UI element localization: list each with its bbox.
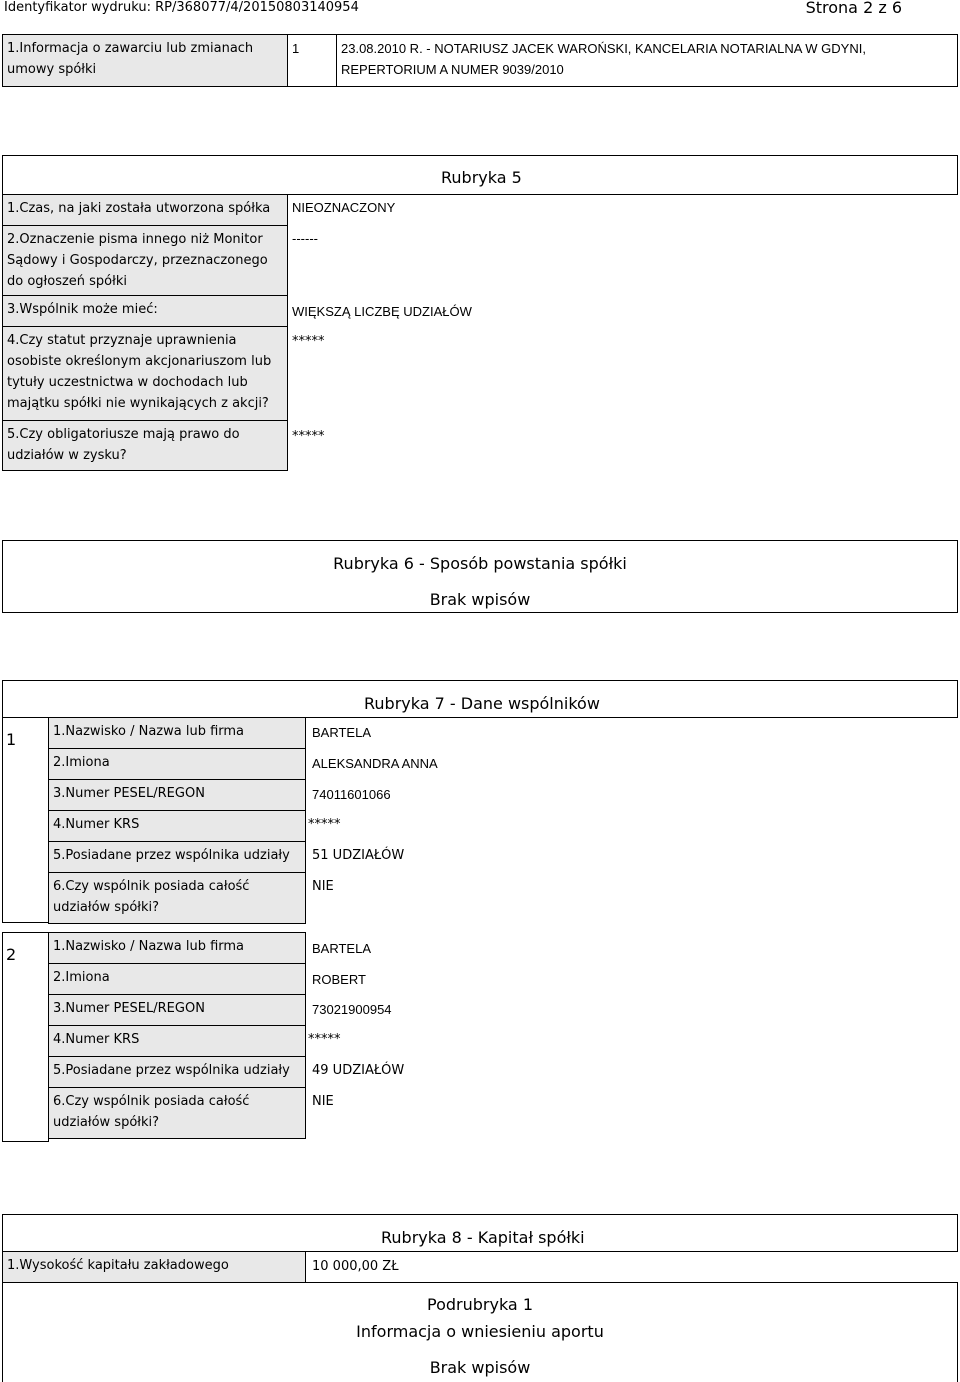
r5-label-4: 4.Czy statut przyznaje uprawnienia osobiste określonym akcjonariuszom lub tytuły uczestnictwa w dochodach lub majątku spółki nie wynikających z akcji?: [3, 327, 288, 421]
p2-value-4: *****: [308, 1032, 341, 1047]
rubryka8-title: Rubryka 8 - Kapitał spółki: [381, 1228, 585, 1247]
podrubryka-title: Podrubryka 1: [427, 1295, 533, 1314]
p1-label-4: 4.Numer KRS: [49, 811, 306, 842]
p2-label-1: 1.Nazwisko / Nazwa lub firma: [49, 933, 306, 964]
p2-value-5: 49 UDZIAŁÓW: [312, 1063, 405, 1078]
info-table: [2, 34, 958, 87]
rubryka8-header: [2, 1214, 958, 1252]
r5-value-2: ------: [292, 231, 318, 246]
p1-value-1: BARTELA: [312, 725, 372, 740]
p1-label-6: 6.Czy wspólnik posiada całość udziałów spółki?: [49, 873, 306, 924]
r5-label-2: 2.Oznaczenie pisma innego niż Monitor Sądowy i Gospodarczy, przeznaczonego do ogłoszeń spółki: [3, 226, 288, 296]
r5-label-5: 5.Czy obligatoriusze mają prawo do udziałów w zysku?: [3, 421, 288, 471]
r5-label-3: 3.Wspólnik może mieć:: [3, 296, 288, 327]
rubryka7-header: [2, 680, 958, 718]
p1-label-2: 2.Imiona: [49, 749, 306, 780]
partner-1-number-cell: [2, 717, 49, 923]
r5-value-1: NIEOZNACZONY: [292, 200, 396, 215]
p2-value-6: NIE: [312, 1094, 334, 1109]
r8-value: 10 000,00 ZŁ: [312, 1259, 399, 1274]
print-identifier: Identyfikator wydruku: RP/368077/4/20150803140954: [4, 0, 359, 15]
rubryka5-table: [2, 194, 288, 471]
p1-value-3: 74011601066: [312, 787, 391, 802]
info-label: 1.Informacja o zawarciu lub zmianach umowy spółki: [3, 35, 288, 87]
p2-label-6: 6.Czy wspólnik posiada całość udziałów spółki?: [49, 1088, 306, 1139]
p2-label-4: 4.Numer KRS: [49, 1026, 306, 1057]
p1-value-5: 51 UDZIAŁÓW: [312, 848, 405, 863]
r5-label-1: 1.Czas, na jaki została utworzona spółka: [3, 195, 288, 226]
info-value-line2: REPERTORIUM A NUMER 9039/2010: [341, 62, 564, 77]
p2-value-3: 73021900954: [312, 1002, 392, 1017]
p2-value-1: BARTELA: [312, 941, 372, 956]
podrubryka-subtitle: Informacja o wniesieniu aportu: [356, 1322, 604, 1341]
partner-2-number: 2: [6, 945, 17, 964]
partner-2-table: [48, 932, 306, 1139]
partner-1-table: [48, 717, 306, 924]
rubryka6-empty: Brak wpisów: [429, 590, 531, 609]
r5-value-4: *****: [292, 334, 325, 349]
partner-2-number-cell: [2, 932, 49, 1142]
podrubryka-empty: Brak wpisów: [429, 1358, 531, 1377]
r5-value-3: WIĘKSZĄ LICZBĘ UDZIAŁÓW: [292, 304, 472, 319]
p2-label-5: 5.Posiadane przez wspólnika udziały: [49, 1057, 306, 1088]
info-num: 1: [288, 35, 337, 87]
info-value: [337, 35, 958, 87]
p1-value-4: *****: [308, 817, 341, 832]
p1-label-1: 1.Nazwisko / Nazwa lub firma: [49, 718, 306, 749]
rubryka7-title: Rubryka 7 - Dane wspólników: [364, 694, 600, 713]
rubryka6-box: [2, 540, 958, 613]
r8-label: 1.Wysokość kapitału zakładowego: [3, 1252, 306, 1283]
p2-value-2: ROBERT: [312, 972, 366, 987]
p1-value-6: NIE: [312, 879, 334, 894]
page-number: Strona 2 z 6: [805, 0, 902, 17]
rubryka6-title: Rubryka 6 - Sposób powstania spółki: [333, 554, 627, 573]
p2-label-2: 2.Imiona: [49, 964, 306, 995]
info-value-line1: 23.08.2010 R. - NOTARIUSZ JACEK WAROŃSKI, KANCELARIA NOTARIALNA W GDYNI,: [341, 41, 866, 56]
rubryka8-table: [2, 1251, 306, 1283]
p2-label-3: 3.Numer PESEL/REGON: [49, 995, 306, 1026]
partner-1-number: 1: [6, 730, 17, 749]
p1-value-2: ALEKSANDRA ANNA: [312, 756, 438, 771]
podrubryka-box: [2, 1282, 958, 1382]
p1-label-5: 5.Posiadane przez wspólnika udziały: [49, 842, 306, 873]
r5-value-5: *****: [292, 429, 325, 444]
rubryka5-header: [2, 155, 958, 195]
p1-label-3: 3.Numer PESEL/REGON: [49, 780, 306, 811]
rubryka5-title: Rubryka 5: [441, 168, 522, 187]
